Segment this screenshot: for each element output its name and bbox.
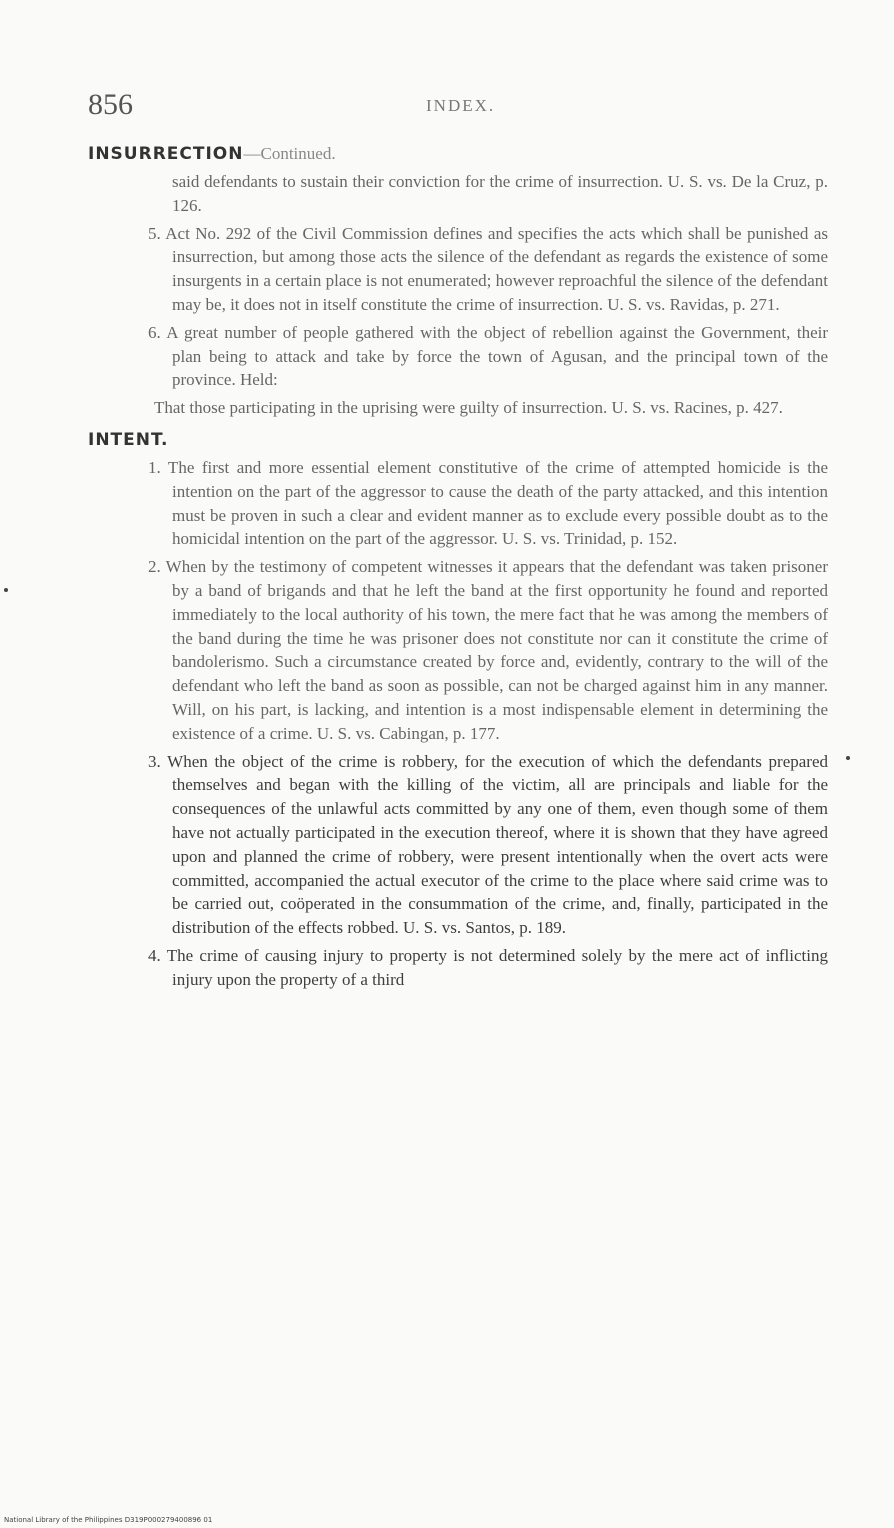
scan-footer: National Library of the Philippines D319P000279400896 01: [4, 1516, 213, 1524]
index-entry-held: That those participating in the uprising were guilty of insurrection. U. S. vs. Racines, p. 427.: [154, 398, 783, 418]
index-entry: 1. The first and more essential element constitutive of the crime of attempted homicide is the intention on the part of the aggressor to cause the death of the party attacked, and this intention must be proven in such a clear and evident manner as to exclude every possible doubt as to the homicidal intention on the part of the aggressor. U. S. vs. Trinidad, p. 152.: [148, 457, 828, 549]
section-heading-intent: INTENT.: [88, 429, 169, 450]
running-head: INDEX.: [426, 96, 496, 115]
page-number: 856: [88, 88, 133, 121]
scan-speck: [846, 756, 850, 760]
section-heading-insurrection: INSURRECTION—Continued.: [88, 144, 336, 164]
index-entry: 2. When by the testimony of competent witnesses it appears that the defendant was taken prisoner by a band of brigands and that he left the band at the first opportunity he found and reported immediately to the local authority of his town, the mere fact that he was among the members of the band during the time he was prisoner does not constitute nor can it constitute the crime of bandolerismo. Such a circumstance created by force and, evidently, contrary to the will of the defendant who left the band as soon as possible, can not be charged against him in any manner. Will, on his part, is lacking, and intention is a most indispensable element in determining the existence of a crime. U. S. vs. Cabingan, p. 177.: [148, 557, 828, 743]
index-content: [88, 142, 828, 996]
continued-label: —Continued.: [243, 144, 336, 163]
index-entry: 4. The crime of causing injury to property is not determined solely by the mere act of inflicting injury upon the property of a third: [148, 945, 828, 989]
scan-speck: [4, 588, 8, 592]
index-entry: 6. A great number of people gathered with the object of rebellion against the Government, their plan being to attack and take by force the town of Agusan, and the principal town of the province. Held:: [148, 322, 828, 390]
index-entry: 3. When the object of the crime is robbery, for the execution of which the defendants prepared themselves and began with the killing of the victim, all are principals and liable for the consequences of the unlawful acts committed by any one of them, even though some of them have not actually participated in the execution thereof, where it is shown that they have agreed upon and planned the crime of robbery, were present intentionally when the overt acts were committed, accompanied the actual executor of the crime to the place where said crime was to be carried out, coöperated in the consummation of the crime, and, finally, participated in the distribution of the effects robbed. U. S. vs. Santos, p. 189.: [148, 751, 828, 938]
page-header: [88, 88, 828, 124]
index-entry: 5. Act No. 292 of the Civil Commission defines and specifies the acts which shall be punished as insurrection, but among those acts the silence of the defendant as regards the existence of some insurgents in a certain place is not enumerated; however reproachful the silence of the defendant may be, it does not in itself constitute the crime of insurrection. U. S. vs. Ravidas, p. 271.: [148, 223, 828, 314]
index-entry: said defendants to sustain their conviction for the crime of insurrection. U. S. vs. De la Cruz, p. 126.: [172, 172, 828, 215]
